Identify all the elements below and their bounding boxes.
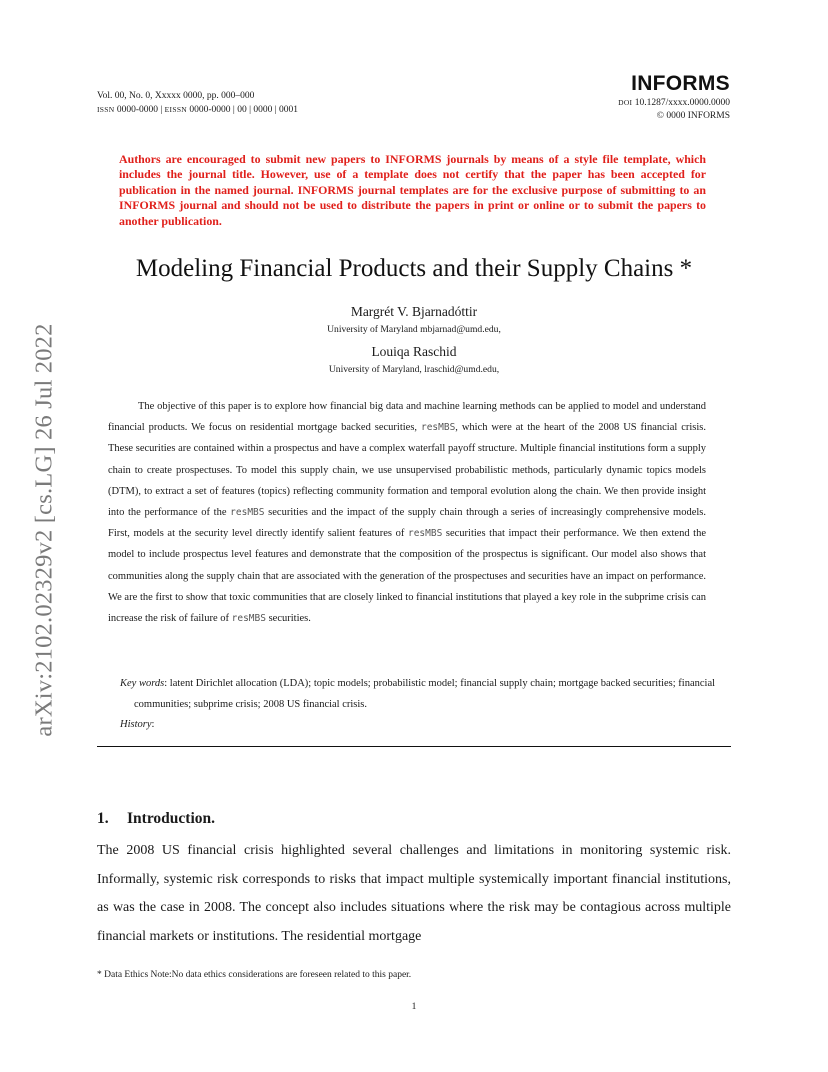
issn-line bbox=[97, 103, 298, 117]
author-block bbox=[0, 303, 828, 336]
section-heading bbox=[97, 808, 215, 830]
code-term: resMBS bbox=[407, 528, 443, 540]
abstract bbox=[108, 396, 706, 629]
eissn-label: EISSN bbox=[164, 105, 188, 114]
footnote: * Data Ethics Note:No data ethics considerations are foreseen related to this paper. bbox=[97, 970, 412, 980]
abstract-text: The objective of this paper is to explore how financial big data and machine learning methods can be applied to model and understand financial products. We focus on residential mortgage backed securities, bbox=[108, 401, 706, 434]
code-term: resMBS bbox=[230, 507, 265, 519]
author-affiliation: University of Maryland, lraschid@umd.edu, bbox=[328, 364, 500, 375]
code-term: resMBS bbox=[420, 422, 456, 434]
eissn-value: 0000-0000 | 00 | 0000 | 0001 bbox=[189, 105, 299, 115]
copyright-line: © 0000 INFORMS bbox=[656, 111, 730, 121]
intro-paragraph: The 2008 US financial crisis highlighted several challenges and limitations in monitoring systemic risk. Informally, systemic risk corresponds to risks that impact multiple systemically important financial institutions, as was the case in 2008. The concept also includes situations where the risk may be contagious across multiple financial markets or institutions. The residential mortgage bbox=[97, 843, 731, 944]
abstract-text: securities and the impact of the supply chain through a series of increasingly comprehensive models. First, models at the security level directly identify salient features of bbox=[108, 507, 706, 540]
author-affiliation: University of Maryland mbjarnad@umd.edu, bbox=[327, 324, 501, 335]
keywords bbox=[120, 674, 724, 715]
history-text: : bbox=[151, 719, 155, 730]
paper-title: Modeling Financial Products and their Supply Chains * bbox=[135, 255, 693, 282]
page-number: 1 bbox=[411, 1002, 417, 1012]
keywords-label: Key words bbox=[120, 678, 165, 689]
history bbox=[120, 716, 154, 734]
doi-line bbox=[618, 96, 730, 110]
code-term: resMBS bbox=[231, 613, 266, 625]
history-label: History bbox=[120, 719, 152, 730]
section-divider bbox=[97, 746, 731, 747]
journal-header-left bbox=[97, 89, 298, 117]
section-title: Introduction. bbox=[127, 810, 215, 827]
informs-logo-text: INFORMS bbox=[631, 72, 730, 95]
template-notice: Authors are encouraged to submit new papers to INFORMS journals by means of a style file template, which includes the journal title. However, use of a template does not certify that the paper has been accepted for publication in the named journal. INFORMS journal templates are for the exclusive purpose of submitting to an INFORMS journal and should not be used to distribute the papers in print or online or to submit the papers to another publication. bbox=[119, 152, 706, 228]
doi-label: DOI bbox=[618, 98, 633, 107]
arxiv-stamp-text: arXiv:2102.02329v2 [cs.LG] 26 Jul 2022 bbox=[31, 323, 59, 737]
author-name: Louiqa Raschid bbox=[371, 344, 457, 359]
journal-header-right bbox=[618, 72, 730, 123]
abstract-text: securities. bbox=[265, 613, 311, 625]
author-name: Margrét V. Bjarnadóttir bbox=[350, 304, 478, 319]
author-block bbox=[0, 343, 828, 376]
section-number: 1. bbox=[97, 810, 109, 827]
keywords-text: : latent Dirichlet allocation (LDA); topic models; probabilistic model; financial supply chain; mortgage backed securities; financial communities; subprime crisis; 2008 US financial crisis. bbox=[134, 678, 716, 710]
issn-label: ISSN bbox=[97, 105, 115, 114]
volume-line: Vol. 00, No. 0, Xxxxx 0000, pp. 000–000 bbox=[97, 91, 255, 101]
doi-value: 10.1287/xxxx.0000.0000 bbox=[634, 98, 730, 108]
abstract-text: securities that impact their performance. We then extend the model to include prospectus level features and demonstrate that the composition of the prospectus is significant. Our model also shows that communities along the supply chain that are associated with the generation of the prospectuses and securities have an impact on performance. We are the first to show that toxic communities that are closely linked to financial institutions that played a key role in the subprime crisis can increase the risk of failure of bbox=[108, 528, 707, 625]
abstract-text: , which were at the heart of the 2008 US financial crisis. These securities are contained within a prospectus and have a complex waterfall payoff structure. Multiple financial institutions form a supply chain to create prospectuses. To model this supply chain, we use unsupervised probabilistic methods, particularly dynamic topics models (DTM), to extract a set of features (topics) reflecting community formation and temporal evolution along the chain. We then provide insight into the performance of the bbox=[108, 422, 706, 519]
issn-value: 0000-0000 | bbox=[116, 105, 163, 115]
